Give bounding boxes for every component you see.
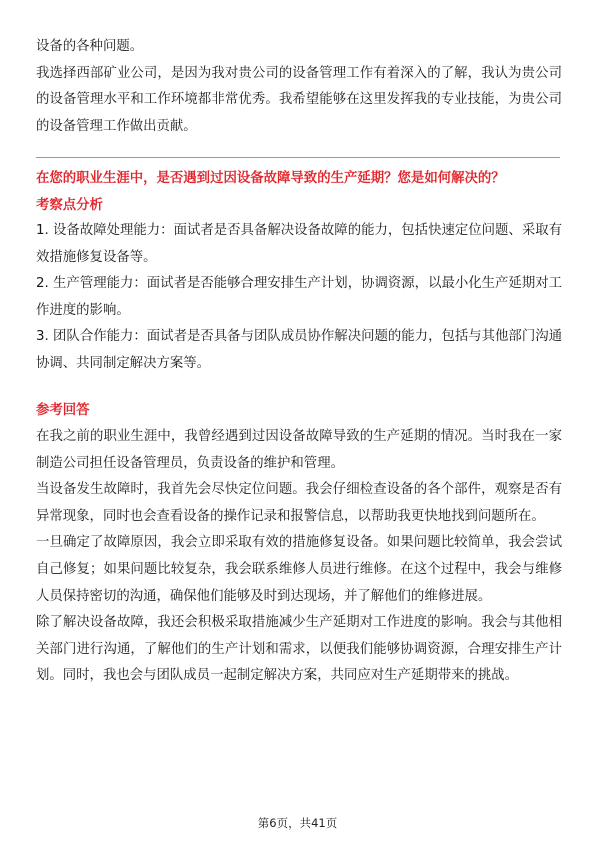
intro-section [36, 34, 562, 140]
answer-section [36, 401, 562, 421]
answer-heading: 参考回答 [36, 403, 90, 418]
answer-body [36, 424, 562, 690]
analysis-item: 2. 生产管理能力：面试者是否能够合理安排生产计划，协调资源，以最小化生产延期对工作进度的影响。 [36, 276, 562, 318]
question-text: 在您的职业生涯中，是否遇到过因设备故障导致的生产延期？您是如何解决的？ [36, 171, 505, 186]
answer-paragraph: 除了解决设备故障，我还会积极采取措施减少生产延期对工作进度的影响。我会与其他相关部门进行沟通，了解他们的生产计划和需求，以便我们能够协调资源，合理安排生产计划。同时，我也会与团队成员一起制定解决方案，共同应对生产延期带来的挑战。 [36, 615, 562, 684]
analysis-heading: 考察点分析 [36, 198, 103, 213]
answer-paragraph: 一旦确定了故障原因，我会立即采取有效的措施修复设备。如果问题比较简单，我会尝试自己修复；如果问题比较复杂，我会联系维修人员进行维修。在这个过程中，我会与维修人员保持密切的沟通，确保他们能够及时到达现场，并了解他们的维修进展。 [36, 535, 562, 604]
answer-paragraph: 当设备发生故障时，我首先会尽快定位问题。我会仔细检查设备的各个部件，观察是否有异常现象，同时也会查看设备的操作记录和报警信息，以帮助我更快地找到问题所在。 [36, 482, 562, 524]
analysis-list [36, 218, 562, 378]
section-divider [36, 157, 560, 158]
intro-paragraph-2: 我选择西部矿业公司，是因为我对贵公司的设备管理工作有着深入的了解，我认为贵公司的设备管理水平和工作环境都非常优秀。我希望能够在这里发挥我的专业技能，为贵公司的设备管理工作做出贡献。 [36, 65, 562, 134]
analysis-section [36, 196, 562, 216]
analysis-item: 1. 设备故障处理能力：面试者是否具备解决设备故障的能力，包括快速定位问题、采取有效措施修复设备等。 [36, 223, 562, 265]
intro-paragraph-1: 设备的各种问题。 [36, 39, 144, 54]
analysis-item: 3. 团队合作能力：面试者是否具备与团队成员协作解决问题的能力，包括与其他部门沟通协调、共同制定解决方案等。 [36, 329, 562, 371]
question-section [36, 166, 562, 193]
page-number: 第6页，共41页 [257, 816, 338, 830]
answer-paragraph: 在我之前的职业生涯中，我曾经遇到过因设备故障导致的生产延期的情况。当时我在一家制造公司担任设备管理员，负责设备的维护和管理。 [36, 429, 562, 471]
